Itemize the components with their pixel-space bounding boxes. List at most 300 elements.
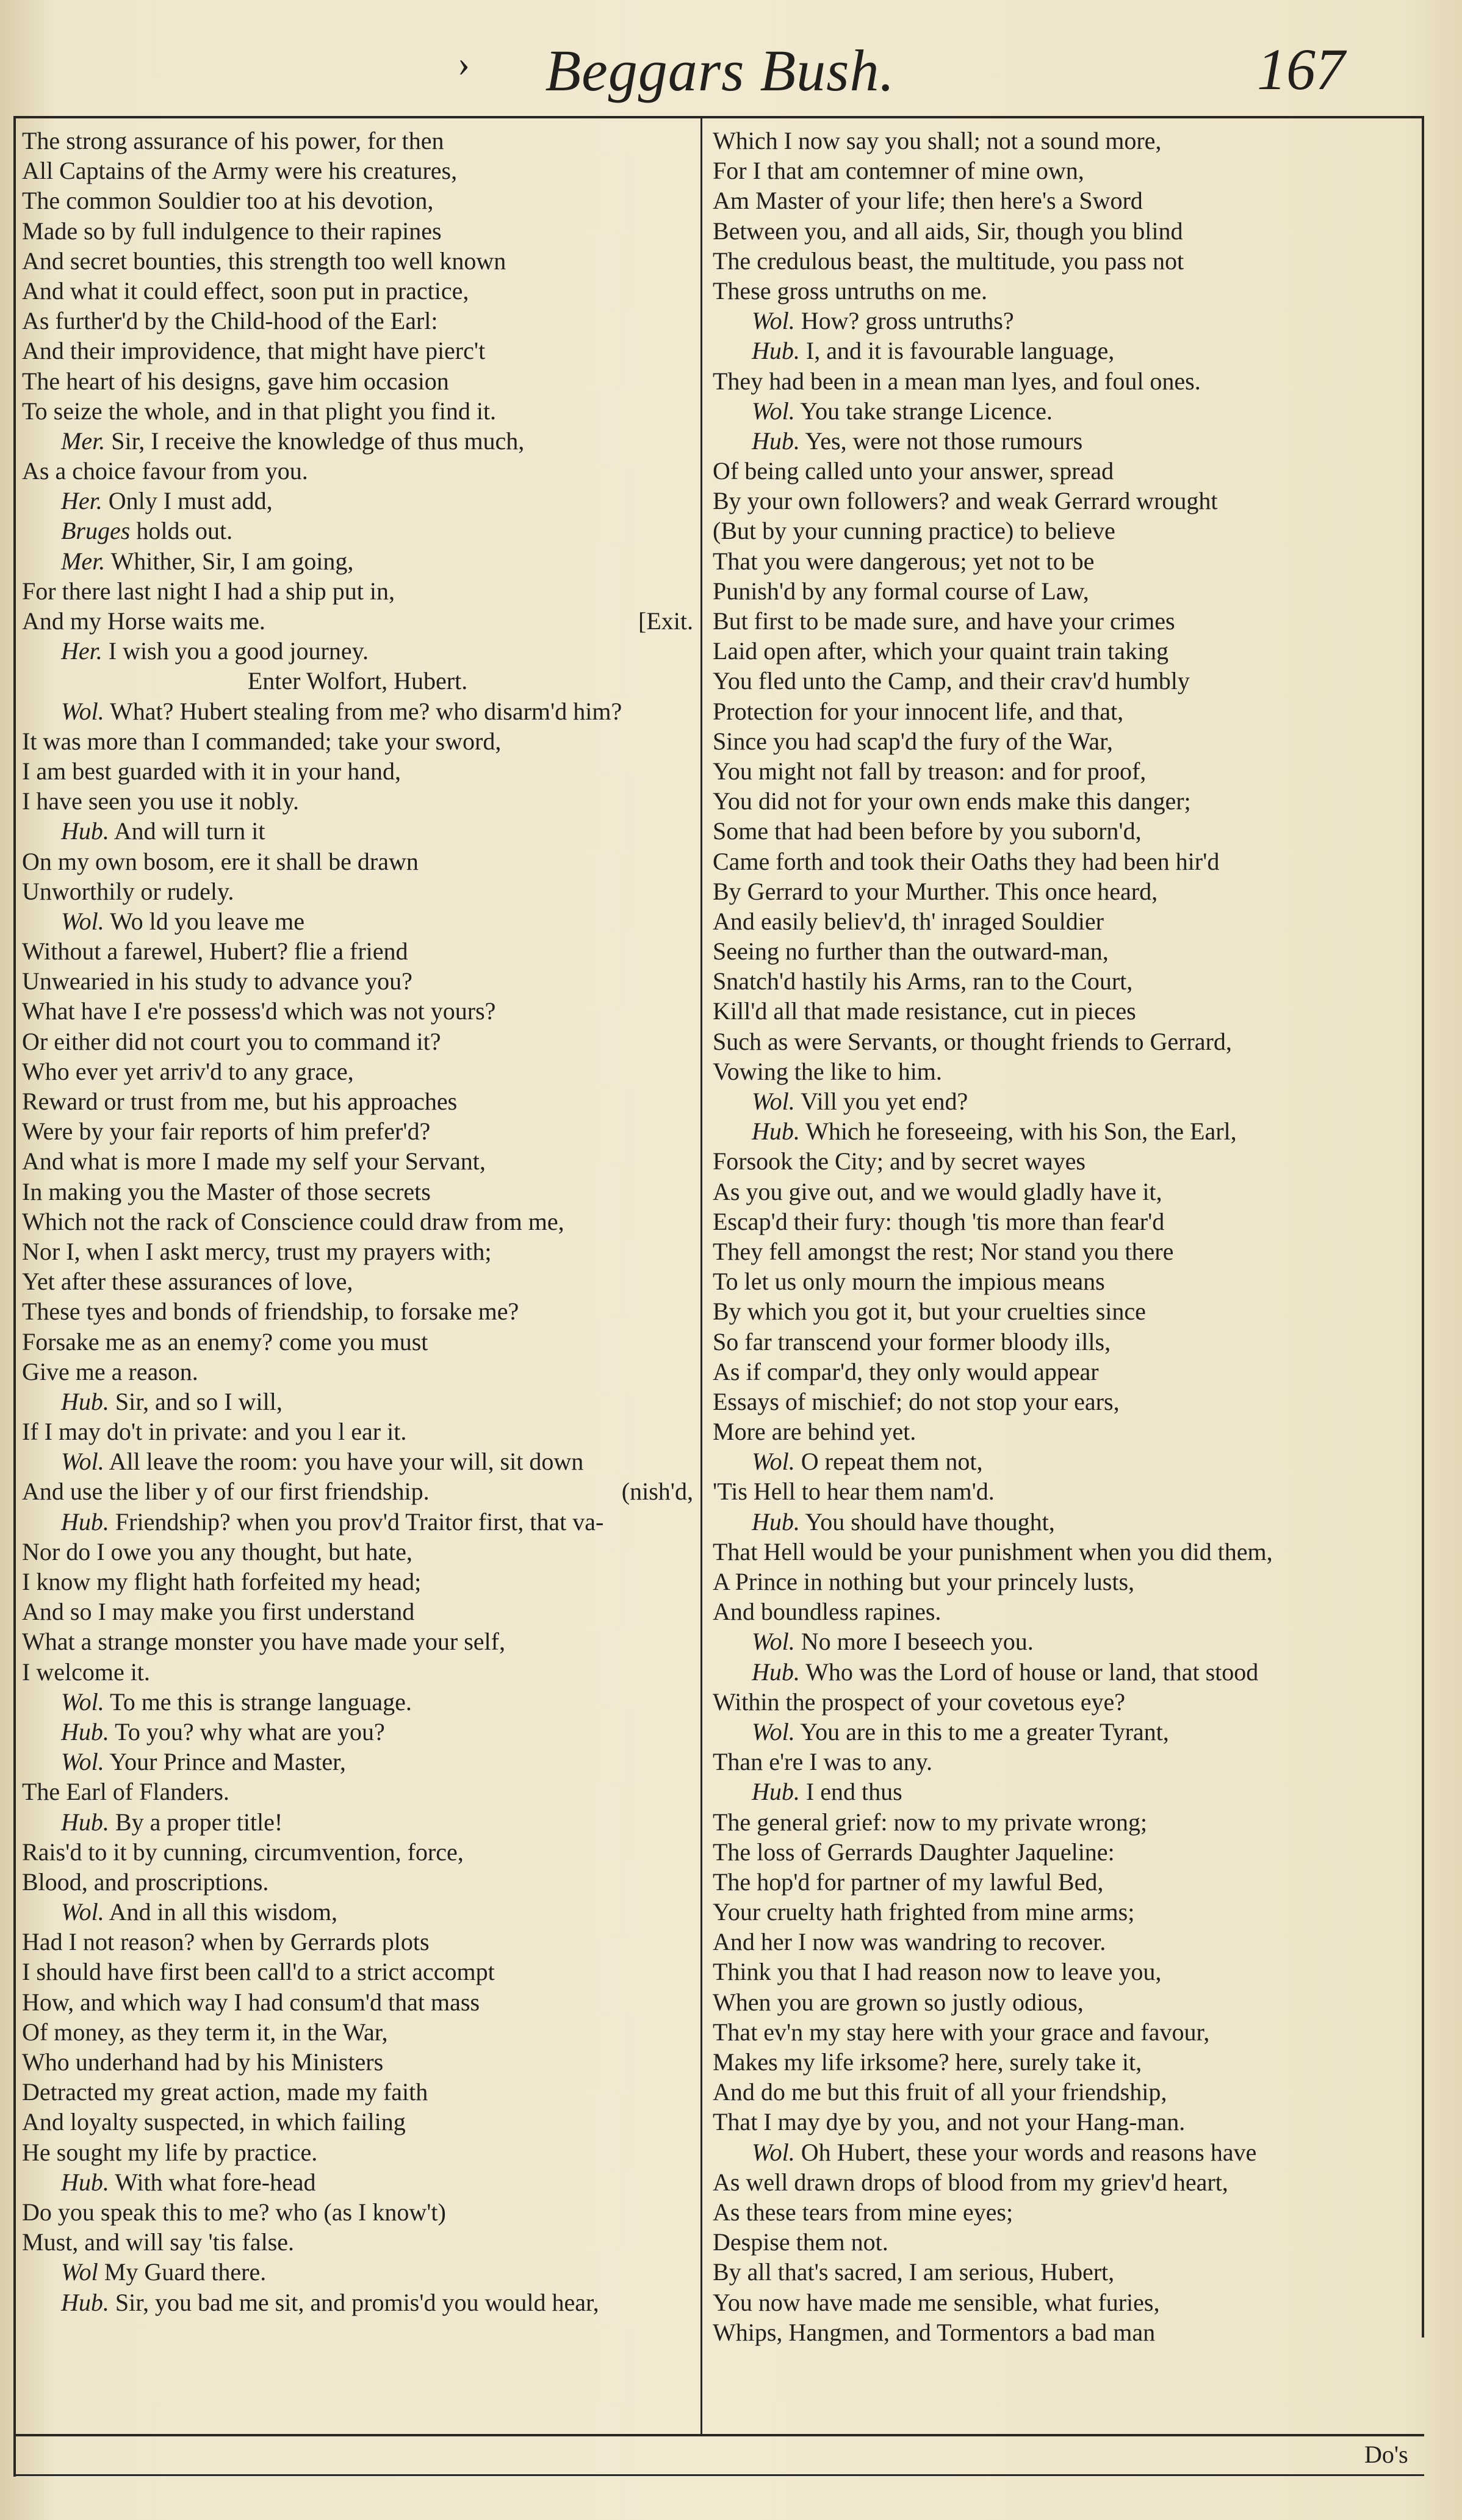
speaker-name: Hub.: [752, 1507, 800, 1536]
verse-line: [713, 1177, 1421, 1207]
speaker-name: Hub.: [61, 1808, 109, 1836]
line-text: But first to be made sure, and have your crimes: [713, 607, 1175, 635]
line-text: More are behind yet.: [713, 1418, 916, 1446]
speaker-name: Wol.: [61, 1748, 104, 1776]
line-text: Who ever yet arriv'd to any grace,: [22, 1057, 354, 1085]
line-text: Wo ld you leave me: [110, 907, 304, 935]
verse-line: [22, 366, 693, 396]
verse-line: [22, 2137, 693, 2167]
verse-line: [713, 1597, 1421, 1626]
line-text: Of money, as they term it, in the War,: [22, 2018, 388, 2046]
line-text: Who underhand had by his Ministers: [22, 2048, 384, 2076]
line-text: The hop'd for partner of my lawful Bed,: [713, 1868, 1104, 1896]
line-text: I end thus: [805, 1778, 902, 1806]
line-text: Which not the rack of Conscience could draw from me,: [22, 1207, 564, 1235]
verse-line: [713, 1657, 1421, 1687]
line-text: Whips, Hangmen, and Tormentors a bad man: [713, 2318, 1156, 2346]
verse-line: [22, 996, 693, 1026]
verse-line: [713, 2197, 1421, 2227]
verse-line: [22, 756, 693, 786]
speaker-name: Mer.: [61, 547, 106, 575]
line-text: If I may do't in private: and you l ear it.: [22, 1418, 407, 1446]
verse-line: [22, 786, 693, 816]
line-text: I am best guarded with it in your hand,: [22, 757, 401, 785]
verse-line: [22, 1597, 693, 1626]
line-text: Were by your fair reports of him prefer'd?: [22, 1117, 431, 1146]
line-text: Some that had been before by you suborn'd,: [713, 817, 1142, 845]
line-text: By which you got it, but your cruelties since: [713, 1298, 1146, 1326]
line-text: I have seen you use it nobly.: [22, 787, 299, 815]
line-text: Or either did not court you to command it?: [22, 1027, 441, 1055]
line-text: Essays of mischief; do not stop your ears,: [713, 1387, 1120, 1415]
verse-line: [22, 2257, 693, 2287]
verse-line: [22, 2287, 693, 2317]
verse-line: [22, 726, 693, 756]
line-text: And use the liber y of our first friendship.: [22, 1478, 430, 1506]
line-text: Forsake me as an enemy? come you must: [22, 1327, 428, 1356]
verse-line: [22, 1116, 693, 1146]
verse-line: [713, 1146, 1421, 1176]
verse-line: [22, 1446, 693, 1476]
verse-line: [22, 1567, 693, 1597]
line-text: The credulous beast, the multitude, you pass not: [713, 247, 1184, 275]
right-aligned-note: (nish'd,: [621, 1478, 693, 1506]
verse-line: [713, 366, 1421, 396]
verse-line: [22, 426, 693, 456]
line-text: By a proper title!: [115, 1808, 283, 1836]
catchword: Do's: [1364, 2441, 1408, 2468]
speaker-name: Her.: [61, 487, 103, 515]
line-text: Protection for your innocent life, and that,: [713, 697, 1124, 725]
verse-line: [22, 1086, 693, 1116]
speaker-name: Wol.: [61, 907, 104, 935]
verse-line: [22, 1387, 693, 1417]
line-text: All Captains of the Army were his creatures,: [22, 157, 458, 185]
speaker-name: Wol.: [752, 1448, 795, 1476]
line-text: Punish'd by any formal course of Law,: [713, 577, 1089, 605]
verse-line: [713, 1207, 1421, 1237]
verse-line: [22, 1747, 693, 1777]
line-text: The loss of Gerrards Daughter Jaqueline:: [713, 1838, 1115, 1866]
verse-line: [713, 756, 1421, 786]
line-text: Makes my life irksome? here, surely take it,: [713, 2048, 1142, 2076]
line-text: Within the prospect of your covetous eye?: [713, 1688, 1125, 1716]
line-text: You should have thought,: [805, 1507, 1055, 1536]
verse-line: [713, 1717, 1421, 1747]
verse-line: [713, 2017, 1421, 2047]
verse-line: [22, 2197, 693, 2227]
verse-line: [22, 1327, 693, 1357]
line-text: That Hell would be your punishment when you did them,: [713, 1537, 1273, 1565]
line-text: To me this is strange language.: [110, 1688, 412, 1716]
verse-line: [22, 396, 693, 426]
speaker-name: Wol.: [752, 307, 795, 335]
verse-line: [22, 1237, 693, 1266]
verse-line: [22, 1687, 693, 1717]
line-text: O repeat them not,: [801, 1448, 983, 1476]
right-column: [713, 126, 1421, 2347]
speaker-name: Hub.: [61, 817, 109, 845]
frame-rule-left: [13, 116, 16, 2477]
line-text: Forsook the City; and by secret wayes: [713, 1147, 1086, 1175]
line-text: Which he foreseeing, with his Son, the Earl,: [805, 1117, 1237, 1146]
verse-line: [713, 1417, 1421, 1446]
speaker-name: Her.: [61, 637, 103, 665]
verse-line: [713, 1446, 1421, 1476]
line-text: Such as were Servants, or thought friends to Gerrard,: [713, 1027, 1232, 1055]
verse-line: [22, 2167, 693, 2197]
verse-line: [22, 966, 693, 996]
line-text: Sir, I receive the knowledge of thus much,: [111, 427, 525, 455]
verse-line: [713, 996, 1421, 1026]
line-text: The Earl of Flanders.: [22, 1778, 229, 1806]
line-text: I welcome it.: [22, 1658, 150, 1686]
line-text: Escap'd their fury: though 'tis more than fear'd: [713, 1207, 1165, 1235]
speaker-name: Wol.: [61, 1688, 104, 1716]
line-text: Since you had scap'd the fury of the War,: [713, 727, 1113, 755]
line-text: On my own bosom, ere it shall be drawn: [22, 847, 419, 875]
line-text: Nor do I owe you any thought, but hate,: [22, 1537, 412, 1565]
verse-line: [713, 1476, 1421, 1506]
verse-line: [713, 276, 1421, 306]
verse-line: [713, 1266, 1421, 1296]
verse-line: [22, 546, 693, 576]
verse-line: [713, 1807, 1421, 1837]
line-text: To let us only mourn the impious means: [713, 1268, 1105, 1296]
verse-line: [22, 696, 693, 726]
verse-line: [713, 1957, 1421, 1987]
line-text: Give me a reason.: [22, 1357, 198, 1385]
verse-line: [22, 276, 693, 306]
verse-line: [713, 2287, 1421, 2317]
verse-line: [22, 906, 693, 936]
verse-line: [713, 186, 1421, 215]
left-column: [22, 126, 693, 2317]
line-text: As these tears from mine eyes;: [713, 2198, 1014, 2226]
speaker-name: Wol.: [61, 697, 104, 725]
verse-line: [22, 2017, 693, 2047]
verse-line: [713, 696, 1421, 726]
speaker-name: Wol.: [752, 1088, 795, 1115]
line-text: When you are grown so justly odious,: [713, 1988, 1084, 2016]
verse-line: [713, 966, 1421, 996]
verse-line: [22, 576, 693, 606]
verse-line: [713, 847, 1421, 876]
line-text: Think you that I had reason now to leave you,: [713, 1958, 1162, 1986]
line-text: So far transcend your former bloody ills,: [713, 1327, 1111, 1356]
verse-line: [713, 1927, 1421, 1957]
verse-line: [22, 1177, 693, 1207]
verse-line: [22, 1266, 693, 1296]
line-text: And what is more I made my self your Servant,: [22, 1147, 486, 1175]
verse-line: [713, 2317, 1421, 2347]
verse-line: [713, 216, 1421, 246]
line-text: The common Souldier too at his devotion,: [22, 187, 434, 215]
verse-line: [22, 636, 693, 666]
verse-line: [713, 606, 1421, 636]
verse-line: [22, 1807, 693, 1837]
verse-line: [713, 636, 1421, 666]
verse-line: [22, 1957, 693, 1987]
verse-line: [713, 906, 1421, 936]
verse-line: [713, 246, 1421, 276]
line-text: Unwearied in his study to advance you?: [22, 967, 412, 995]
verse-line: [713, 1867, 1421, 1897]
verse-line: [713, 1327, 1421, 1357]
stage-direction: Enter Wolfort, Hubert.: [247, 667, 468, 695]
line-text: Unworthily or rudely.: [22, 877, 234, 905]
line-text: Whither, Sir, I am going,: [110, 547, 354, 575]
verse-line: [713, 1747, 1421, 1777]
line-text: These tyes and bonds of friendship, to forsake me?: [22, 1298, 519, 1326]
verse-line: [22, 1867, 693, 1897]
line-text: For I that am contemner of mine own,: [713, 157, 1084, 185]
line-text: My Guard there.: [104, 2258, 267, 2286]
verse-line: [713, 1507, 1421, 1537]
verse-line: [22, 306, 693, 336]
line-text: All leave the room: you have your will, sit down: [109, 1448, 584, 1476]
verse-line: [22, 2047, 693, 2077]
line-text: You did not for your own ends make this danger;: [713, 787, 1191, 815]
frame-rule-bottom-outer: [13, 2474, 1424, 2476]
verse-line: [22, 2107, 693, 2137]
verse-line: [22, 486, 693, 516]
line-text: Reward or trust from me, but his approaches: [22, 1088, 458, 1115]
line-text: He sought my life by practice.: [22, 2138, 318, 2166]
verse-line: [713, 786, 1421, 816]
verse-line: [713, 1837, 1421, 1867]
verse-line: [713, 1626, 1421, 1656]
verse-line: [713, 156, 1421, 186]
speaker-name: Wol.: [752, 2138, 795, 2166]
line-text: Came forth and took their Oaths they had been hir'd: [713, 847, 1220, 875]
line-text: And so I may make you first understand: [22, 1598, 415, 1626]
line-text: Despise them not.: [713, 2228, 888, 2256]
line-text: By Gerrard to your Murther. This once heard,: [713, 877, 1158, 905]
verse-line: [713, 486, 1421, 516]
speaker-name: Hub.: [752, 1658, 800, 1686]
line-text: Sir, you bad me sit, and promis'd you would hear,: [115, 2288, 599, 2316]
line-text: You are in this to me a greater Tyrant,: [800, 1717, 1169, 1746]
line-text: The strong assurance of his power, for then: [22, 127, 444, 154]
verse-line: [22, 516, 693, 546]
verse-line: [713, 1537, 1421, 1567]
verse-line: [22, 156, 693, 186]
verse-line: [713, 126, 1421, 156]
speaker-name: Hub.: [752, 337, 800, 365]
line-text: How? gross untruths?: [801, 307, 1014, 335]
verse-line: [713, 936, 1421, 966]
verse-line: [713, 1027, 1421, 1056]
line-text: Oh Hubert, these your words and reasons have: [801, 2138, 1257, 2166]
speaker-name: Wol.: [752, 1628, 795, 1656]
line-text: That ev'n my stay here with your grace and favour,: [713, 2018, 1210, 2046]
verse-line: [22, 1027, 693, 1056]
line-text: Than e're I was to any.: [713, 1748, 933, 1776]
verse-line: [22, 1626, 693, 1656]
verse-line: [22, 1417, 693, 1446]
line-text: Had I not reason? when by Gerrards plots: [22, 1928, 430, 1956]
line-text: What? Hubert stealing from me? who disarm'd him?: [110, 697, 622, 725]
verse-line: [713, 2047, 1421, 2077]
verse-line: [713, 576, 1421, 606]
line-text: They fell amongst the rest; Nor stand you there: [713, 1237, 1174, 1265]
line-text: And secret bounties, this strength too well known: [22, 247, 506, 275]
line-text: Vill you yet end?: [801, 1088, 968, 1115]
verse-line: [713, 336, 1421, 366]
line-text: And my Horse waits me.: [22, 607, 265, 635]
speaker-name: Hub.: [752, 427, 800, 455]
header-mark: ›: [458, 43, 470, 84]
verse-line: [22, 1987, 693, 2017]
frame-rule-right: [1422, 116, 1424, 2338]
verse-line: [713, 816, 1421, 846]
line-text: I know my flight hath forfeited my head;: [22, 1568, 422, 1595]
verse-line: [713, 1237, 1421, 1266]
verse-line: [713, 666, 1421, 696]
line-text: As if compar'd, they only would appear: [713, 1357, 1099, 1385]
line-text: That I may dye by you, and not your Hang-man.: [713, 2108, 1186, 2136]
speaker-name: Bruges: [61, 517, 131, 545]
verse-line: [713, 1387, 1421, 1417]
line-text: A Prince in nothing but your princely lusts,: [713, 1568, 1135, 1595]
speaker-name: Wol.: [61, 1448, 104, 1476]
line-text: In making you the Master of those secrets: [22, 1177, 431, 1205]
line-text: And what it could effect, soon put in practice,: [22, 276, 469, 305]
verse-line: [713, 546, 1421, 576]
verse-line: [713, 396, 1421, 426]
verse-line: [22, 1146, 693, 1176]
line-text: That you were dangerous; yet not to be: [713, 547, 1095, 575]
line-text: Who was the Lord of house or land, that stood: [805, 1658, 1259, 1686]
verse-line: [22, 606, 693, 636]
verse-line: [713, 1296, 1421, 1326]
verse-line: [713, 2227, 1421, 2257]
line-text: Laid open after, which your quaint train taking: [713, 637, 1169, 665]
verse-line: [22, 1507, 693, 1537]
line-text: I should have first been call'd to a strict accompt: [22, 1958, 495, 1986]
verse-line: [22, 1717, 693, 1747]
speaker-name: Hub.: [61, 2168, 109, 2196]
verse-line: [713, 2257, 1421, 2287]
line-text: Made so by full indulgence to their rapines: [22, 217, 442, 245]
line-text: And her I now was wandring to recover.: [713, 1928, 1106, 1956]
verse-line: [713, 2137, 1421, 2167]
line-text: By all that's sacred, I am serious, Hubert,: [713, 2258, 1115, 2286]
line-text: You now have made me sensible, what furies,: [713, 2288, 1160, 2316]
verse-line: [713, 2077, 1421, 2107]
line-text: How, and which way I had consum'd that mass: [22, 1988, 480, 2016]
verse-line: [22, 246, 693, 276]
verse-line: [22, 1537, 693, 1567]
verse-line: [22, 1056, 693, 1086]
verse-line: [713, 2167, 1421, 2197]
speaker-name: Hub.: [61, 1387, 109, 1415]
speaker-name: Hub.: [61, 1717, 109, 1746]
line-text: What a strange monster you have made your self,: [22, 1628, 505, 1656]
line-text: Must, and will say 'tis false.: [22, 2228, 295, 2256]
verse-line: [713, 1357, 1421, 1387]
verse-line: [22, 336, 693, 366]
line-text: I, and it is favourable language,: [805, 337, 1115, 365]
running-title: Beggars Bush.: [545, 38, 895, 103]
verse-line: [22, 216, 693, 246]
speaker-name: Wol.: [752, 1717, 795, 1746]
line-text: Detracted my great action, made my faith: [22, 2078, 428, 2106]
line-text: Do you speak this to me? who (as I know't): [22, 2198, 446, 2226]
line-text: They had been in a mean man lyes, and foul ones.: [713, 367, 1201, 395]
line-text: Your cruelty hath frighted from mine arms;: [713, 1898, 1135, 1926]
line-text: Sir, and so I will,: [115, 1387, 283, 1415]
speaker-name: Hub.: [61, 2288, 109, 2316]
line-text: Your Prince and Master,: [109, 1748, 346, 1776]
verse-line: [22, 1207, 693, 1237]
line-text: To you? why what are you?: [115, 1717, 385, 1746]
line-text: I wish you a good journey.: [108, 637, 369, 665]
verse-line: [713, 426, 1421, 456]
line-text: Which I now say you shall; not a sound more,: [713, 127, 1162, 154]
line-text: As well drawn drops of blood from my griev'd heart,: [713, 2168, 1228, 2196]
line-text: It was more than I commanded; take your sword,: [22, 727, 502, 755]
line-text: You fled unto the Camp, and their crav'd humbly: [713, 667, 1190, 695]
line-text: Yet after these assurances of love,: [22, 1268, 353, 1296]
line-text: You might not fall by treason: and for proof,: [713, 757, 1147, 785]
line-text: Snatch'd hastily his Arms, ran to the Court,: [713, 967, 1133, 995]
line-text: Kill'd all that made resistance, cut in pieces: [713, 997, 1136, 1025]
line-text: Only I must add,: [108, 487, 273, 515]
verse-line: [22, 456, 693, 486]
verse-line: [22, 186, 693, 215]
speaker-name: Wol.: [752, 397, 795, 425]
line-text: The heart of his designs, gave him occasion: [22, 367, 449, 395]
line-text: To seize the whole, and in that plight you find it.: [22, 397, 497, 425]
verse-line: [713, 456, 1421, 486]
line-text: The general grief: now to my private wrong;: [713, 1808, 1147, 1836]
line-text: And loyalty suspected, in which failing: [22, 2108, 406, 2136]
speaker-name: Mer.: [61, 427, 106, 455]
line-text: holds out.: [136, 517, 233, 545]
speaker-name: Hub.: [752, 1117, 800, 1146]
verse-line: [713, 2107, 1421, 2137]
line-text: For there last night I had a ship put in,: [22, 577, 395, 605]
line-text: Rais'd to it by cunning, circumvention, force,: [22, 1838, 464, 1866]
verse-line: [22, 1357, 693, 1387]
verse-line: [22, 816, 693, 846]
verse-line: [22, 1777, 693, 1807]
line-text: Between you, and all aids, Sir, though you blind: [713, 217, 1183, 245]
speaker-name: Wol.: [61, 1898, 104, 1926]
verse-line: [22, 1927, 693, 1957]
line-text: (But by your cunning practice) to believe: [713, 517, 1115, 545]
line-text: Am Master of your life; then here's a Sword: [713, 187, 1143, 215]
line-text: What have I e're possess'd which was not yours?: [22, 997, 496, 1025]
speaker-name: Hub.: [752, 1778, 800, 1806]
line-text: These gross untruths on me.: [713, 276, 987, 305]
verse-line: [22, 1897, 693, 1927]
verse-line: [713, 876, 1421, 906]
line-text: Of being called unto your answer, spread: [713, 457, 1114, 485]
verse-line: [22, 1296, 693, 1326]
right-aligned-note: [Exit.: [638, 607, 693, 635]
verse-line: [22, 1837, 693, 1867]
line-text: And their improvidence, that might have pierc't: [22, 337, 486, 365]
line-text: Without a farewel, Hubert? flie a friend: [22, 937, 408, 966]
verse-line: [713, 1567, 1421, 1597]
page-number: 167: [1257, 37, 1345, 102]
speaker-name: Hub.: [61, 1507, 109, 1536]
line-text: 'Tis Hell to hear them nam'd.: [713, 1478, 995, 1506]
verse-line: [713, 1116, 1421, 1146]
